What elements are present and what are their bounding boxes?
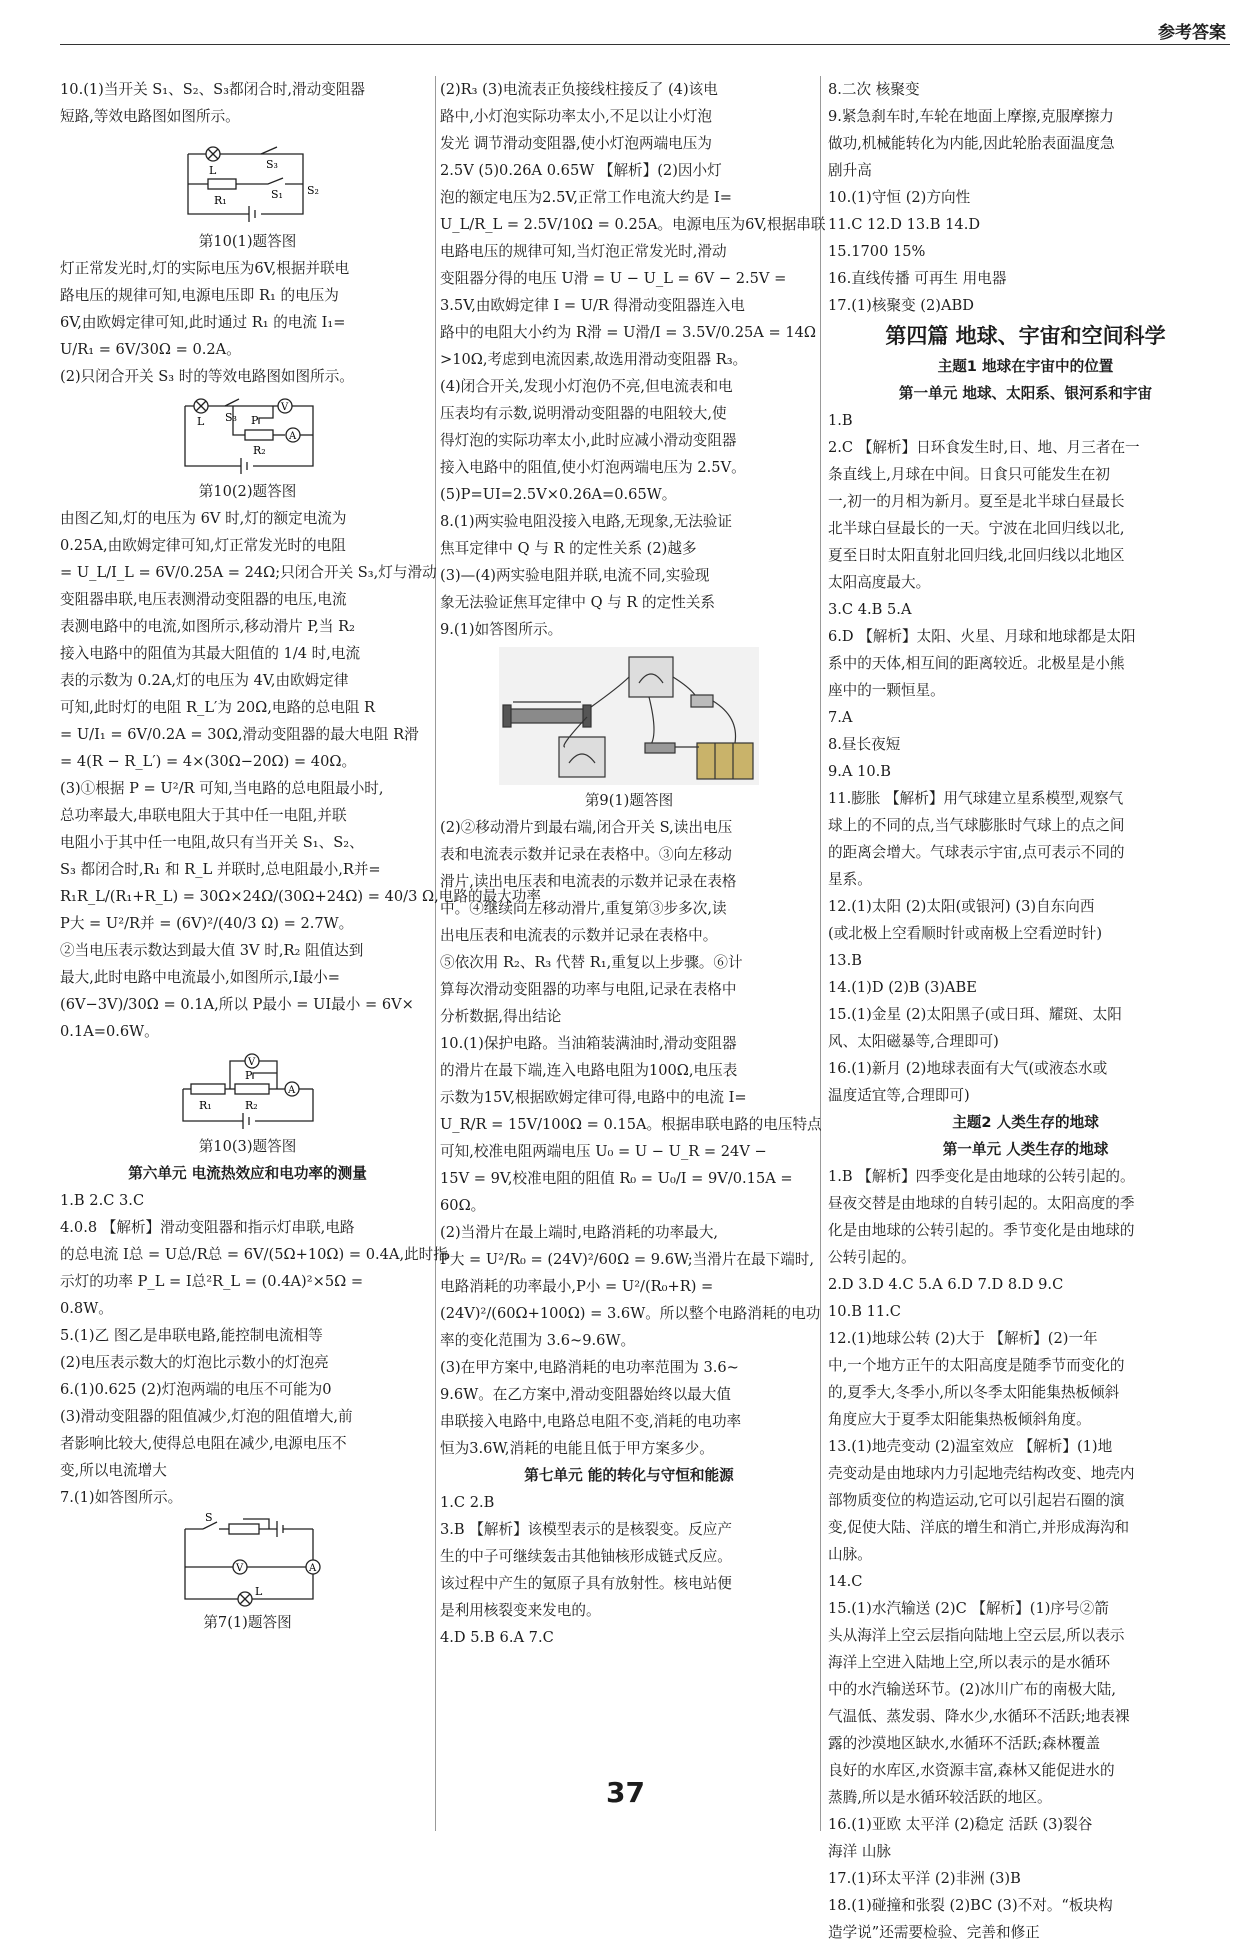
text-line: 电阻小于其中任一电阻,故只有当开关 S₁、S₂、 — [60, 834, 364, 851]
text-line: 14.C — [828, 1573, 863, 1590]
text-line: (3)①根据 P = U²/R 可知,当电路的总电阻最小时, — [60, 780, 384, 797]
text-line: 星系。 — [828, 871, 872, 888]
text-line: 变,所以电流增大 — [60, 1462, 167, 1479]
text-line: 造学说”还需要检验、完善和修正 — [828, 1924, 1040, 1941]
text-line: (5)P=UI=2.5V×0.26A=0.65W。 — [440, 486, 677, 503]
text-line: (或北极上空看顺时针或南极上空看逆时针) — [828, 925, 1103, 942]
text-line: 电路消耗的功率最小,P小 = U²/(R₀+R) = — [440, 1278, 714, 1295]
text-line: 公转引起的。 — [828, 1249, 916, 1266]
text-line: 15.1700 15% — [828, 243, 926, 260]
text-line: U_R/R = 15V/100Ω = 0.15A。根据串联电路的电压特点 — [440, 1116, 822, 1133]
text-line: 12.(1)地球公转 (2)大于 【解析】(2)一年 — [828, 1330, 1098, 1347]
text-line: = 4(R − R_L′) = 4×(30Ω−20Ω) = 40Ω。 — [60, 753, 357, 770]
col2-block-b — [440, 814, 822, 1462]
text-line: 变,促使大陆、洋底的增生和消亡,并形成海沟和 — [828, 1519, 1130, 1536]
text-line: 北半球白昼最长的一天。宁波在北回归线以北, — [828, 520, 1125, 537]
column-2 — [440, 76, 826, 1651]
figure-9-1-caption: 第9(1)题答图 — [584, 792, 674, 809]
text-line: 表测电路中的电流,如图所示,移动滑片 P,当 R₂ — [60, 618, 355, 635]
text-line: R₁R_L/(R₁+R_L) = 30Ω×24Ω/(30Ω+24Ω) = 40/3 Ω,电路的最大功率 — [60, 888, 541, 905]
text-line: 6.D 【解析】太阳、火星、月球和地球都是太阳 — [828, 628, 1136, 645]
text-line: 8.(1)两实验电阻没接入电路,无现象,无法验证 — [440, 513, 732, 530]
text-line: (24V)²/(60Ω+100Ω) = 3.6W。所以整个电路消耗的电功 — [440, 1305, 821, 1322]
text-line: P大 = U²/R并 = (6V)²/(40/3 Ω) = 2.7W。 — [60, 915, 354, 932]
col2-block-a — [440, 76, 826, 643]
text-line: 由图乙知,灯的电压为 6V 时,灯的额定电流为 — [60, 510, 347, 527]
text-line: 做功,机械能转化为内能,因此轮胎表面温度急 — [828, 135, 1115, 152]
text-line: >10Ω,考虑到电流因素,故选用滑动变阻器 R₃。 — [440, 351, 748, 368]
text-line: 一,初一的月相为新月。夏至是北半球白昼最长 — [828, 493, 1125, 510]
text-line: 12.(1)太阳 (2)太阳(或银河) (3)自东向西 — [828, 898, 1095, 915]
text-line: = U/I₁ = 6V/0.2A = 30Ω,滑动变阻器的最大电阻 R滑 — [60, 726, 419, 743]
text-line: 山脉。 — [828, 1546, 872, 1563]
text-line: 风、太阳磁暴等,合理即可) — [828, 1033, 999, 1050]
text-line: 的滑片在最下端,连入电路电阻为100Ω,电压表 — [440, 1062, 738, 1079]
text-line: 18.(1)碰撞和张裂 (2)BC (3)不对。“板块构 — [828, 1897, 1113, 1914]
text-line: 15V = 9V,校准电阻的阻值 R₀ = U₀/I = 9V/0.15A = — [440, 1170, 793, 1187]
text-line: (3)—(4)两实验电阻并联,电流不同,实验现 — [440, 567, 710, 584]
text-line: 的,夏季大,冬季小,所以冬季太阳能集热板倾斜 — [828, 1384, 1120, 1401]
text-line: 壳变动是由地球内力引起地壳结构改变、地壳内 — [828, 1465, 1135, 1482]
text-line: 10.B 11.C — [828, 1303, 901, 1320]
text-line: 接入电路中的阻值,使小灯泡两端电压为 2.5V。 — [440, 459, 746, 476]
text-line: 0.25A,由欧姆定律可知,灯正常发光时的电阻 — [60, 537, 346, 554]
text-line: ⑤依次用 R₂、R₃ 代替 R₁,重复以上步骤。⑥计 — [440, 954, 743, 971]
text-line: 5.(1)乙 图乙是串联电路,能控制电流相等 — [60, 1327, 323, 1344]
fig10-2-label-A: A — [288, 431, 296, 442]
text-line: 路中的电阻大小约为 R滑 = U滑/I = 3.5V/0.25A = 14Ω — [440, 324, 817, 341]
fig10-1-label-L: L — [208, 164, 216, 177]
fig10-2-label-L: L — [196, 415, 204, 428]
fig7-1-label-V: V — [235, 1563, 243, 1574]
text-line: 1.C 2.B — [440, 1494, 495, 1511]
text-line: (4)闭合开关,发现小灯泡仍不亮,但电流表和电 — [440, 378, 733, 395]
text-line: 9.紧急刹车时,车轮在地面上摩擦,克服摩擦力 — [828, 108, 1114, 125]
part-4-title: 第四篇 地球、宇宙和空间科学 — [885, 324, 1166, 348]
text-line: 3.B 【解析】该模型表示的是核裂变。反应产 — [440, 1521, 732, 1538]
text-line: U/R₁ = 6V/30Ω = 0.2A。 — [60, 341, 241, 358]
text-line: 分析数据,得出结论 — [440, 1008, 562, 1025]
text-line: 太阳高度最大。 — [828, 574, 931, 591]
text-line: 11.C 12.D 13.B 14.D — [828, 216, 981, 233]
text-line: 座中的一颗恒星。 — [828, 682, 945, 699]
text-line: 路中,小灯泡实际功率太小,不足以让小灯泡 — [440, 108, 712, 125]
text-line: 压表均有示数,说明滑动变阻器的电阻较大,使 — [440, 405, 727, 422]
text-line: 角度应大于夏季太阳能集热板倾斜角度。 — [828, 1411, 1091, 1428]
fig10-1-label-S3: S₃ — [265, 158, 278, 171]
text-line: 9.(1)如答图所示。 — [440, 621, 563, 638]
figure-10-3-caption: 第10(3)题答图 — [198, 1138, 297, 1155]
text-line: 良好的水库区,水资源丰富,森林又能促进水的 — [828, 1762, 1115, 1779]
column-divider-1 — [435, 76, 436, 1831]
topic-2-title: 主题2 人类生存的地球 — [952, 1114, 1099, 1131]
text-line: 海洋 山脉 — [828, 1843, 892, 1860]
text-line: 条直线上,月球在中间。日食只可能发生在初 — [828, 466, 1110, 483]
fig10-1-label-R1: R₁ — [213, 194, 227, 207]
fig10-2-label-S3: S₃ — [224, 411, 237, 424]
text-line: (2)电压表示数大的灯泡比示数小的灯泡亮 — [60, 1354, 329, 1371]
fig7-1-label-L: L — [254, 1585, 262, 1598]
figure-10-3 — [173, 1049, 323, 1131]
text-line: 最大,此时电路中电流最小,如图所示,I最小= — [60, 969, 341, 986]
text-line: 10.(1)当开关 S₁、S₂、S₃都闭合时,滑动变阻器 — [60, 81, 366, 98]
text-line: 蒸腾,所以是水循环较活跃的地区。 — [828, 1789, 1052, 1806]
text-line: 接入电路中的阻值为其最大阻值的 1/4 时,电流 — [60, 645, 361, 662]
text-line: 出电压表和电流表的示数并记录在表格中。 — [440, 927, 718, 944]
text-line: 16.(1)亚欧 太平洋 (2)稳定 活跃 (3)裂谷 — [828, 1816, 1093, 1833]
text-line: 串联接入电路中,电路总电阻不变,消耗的电功率 — [440, 1413, 742, 1430]
text-line: S₃ 都闭合时,R₁ 和 R_L 并联时,总电阻最小,R并= — [60, 861, 381, 878]
figure-9-1 — [499, 647, 759, 785]
col2-block-c — [440, 1489, 818, 1651]
topic-1-title: 主题1 地球在宇宙中的位置 — [937, 358, 1114, 375]
text-line: 露的沙漠地区缺水,水循环不活跃;森林覆盖 — [828, 1735, 1101, 1752]
text-line: 示灯的功率 P_L = I总²R_L = (0.4A)²×5Ω = — [60, 1273, 364, 1290]
fig10-3-label-P: P — [244, 1069, 252, 1082]
figure-7-1-caption: 第7(1)题答图 — [203, 1614, 292, 1631]
col1-block-d — [60, 1187, 448, 1511]
page-number: 37 — [606, 1776, 645, 1809]
text-line: 球上的不同的点,当气球膨胀时气球上的点之间 — [828, 817, 1125, 834]
text-line: 表和电流表示数并记录在表格中。③向左移动 — [440, 846, 732, 863]
fig10-1-label-S1: S₁ — [270, 188, 283, 201]
column-divider-2 — [820, 76, 821, 1831]
text-line: 示数为15V,根据欧姆定律可得,电路中的电流 I= — [440, 1089, 747, 1106]
text-line: P大 = U²/R₀ = (24V)²/60Ω = 9.6W;当滑片在最下端时, — [440, 1251, 815, 1268]
text-line: 剧升高 — [828, 162, 872, 179]
circuit-diagram-10-2 — [173, 394, 323, 476]
text-line: 气温低、蒸发弱、降水少,水循环不活跃;地表裸 — [828, 1708, 1130, 1725]
text-line: 发光 调节滑动变阻器,使小灯泡两端电压为 — [440, 135, 712, 152]
text-line: 1.B 【解析】四季变化是由地球的公转引起的。 — [828, 1168, 1135, 1185]
text-line: 泡的额定电压为2.5V,正常工作电流大约是 I= — [440, 189, 732, 206]
text-line: 化是由地球的公转引起的。季节变化是由地球的 — [828, 1222, 1135, 1239]
fig10-3-label-A: A — [287, 1085, 295, 1096]
circuit-diagram-10-1 — [173, 134, 323, 226]
text-line: (2)只闭合开关 S₃ 时的等效电路图如图所示。 — [60, 368, 354, 385]
text-line: 短路,等效电路图如图所示。 — [60, 108, 240, 125]
text-line: 2.5V (5)0.26A 0.65W 【解析】(2)因小灯 — [440, 162, 722, 179]
text-line: 11.膨胀 【解析】用气球建立星系模型,观察气 — [828, 790, 1124, 807]
text-line: 14.(1)D (2)B (3)ABE — [828, 979, 977, 996]
text-line: 17.(1)核聚变 (2)ABD — [828, 297, 974, 314]
apparatus-photo-9-1 — [499, 647, 759, 785]
header-label: 参考答案 — [1158, 23, 1226, 43]
fig7-1-label-A: A — [308, 1563, 316, 1574]
text-line: ②当电压表示数达到最大值 3V 时,R₂ 阻值达到 — [60, 942, 364, 959]
text-line: 象无法验证焦耳定律中 Q 与 R 的定性关系 — [440, 594, 716, 611]
text-line: 焦耳定律中 Q 与 R 的定性关系 (2)越多 — [440, 540, 697, 557]
text-line: 夏至日时太阳直射北回归线,北回归线以北地区 — [828, 547, 1125, 564]
text-line: 的总电流 I总 = U总/R总 = 6V/(5Ω+10Ω) = 0.4A,此时指 — [60, 1246, 448, 1263]
text-line: 变阻器分得的电压 U滑 = U − U_L = 6V − 2.5V = — [440, 270, 787, 287]
text-line: 16.直线传播 可再生 用电器 — [828, 270, 1007, 287]
text-line: (2)当滑片在最上端时,电路消耗的功率最大, — [440, 1224, 719, 1241]
text-line: 中。④继续向左移动滑片,重复第③步多次,读 — [440, 900, 727, 917]
text-line: 8.二次 核聚变 — [828, 81, 920, 98]
text-line: (2)②移动滑片到最右端,闭合开关 S,读出电压 — [440, 819, 733, 836]
text-line: 10.(1)守恒 (2)方向性 — [828, 189, 971, 206]
text-line: 0.8W。 — [60, 1300, 113, 1317]
text-line: (3)滑动变阻器的阻值减少,灯泡的阻值增大,前 — [60, 1408, 353, 1425]
text-line: 中的水汽输送环节。(2)冰川广布的南极大陆, — [828, 1681, 1117, 1698]
fig10-3-label-V: V — [247, 1057, 255, 1068]
text-line: 者影响比较大,使得总电阻在减少,电源电压不 — [60, 1435, 347, 1452]
figure-10-2 — [173, 394, 323, 476]
text-line: 表的示数为 0.2A,灯的电压为 4V,由欧姆定律 — [60, 672, 349, 689]
text-line: 得灯泡的实际功率太小,此时应减小滑动变阻器 — [440, 432, 737, 449]
header-rule — [60, 44, 1230, 45]
text-line: 的距离会增大。气球表示宇宙,点可表示不同的 — [828, 844, 1125, 861]
text-line: 滑片,读出电压表和电流表的示数并记录在表格 — [440, 873, 737, 890]
text-line: U_L/R_L = 2.5V/10Ω = 0.25A。电源电压为6V,根据串联 — [440, 216, 826, 233]
fig10-2-label-R2: R₂ — [252, 444, 266, 457]
circuit-diagram-10-3 — [173, 1049, 323, 1131]
text-line: 6V,由欧姆定律可知,此时通过 R₁ 的电流 I₁= — [60, 314, 346, 331]
fig10-3-label-R2: R₂ — [244, 1099, 258, 1112]
col3-block-a — [828, 76, 1223, 319]
text-line: 路电压的规律可知,电源电压即 R₁ 的电压为 — [60, 287, 339, 304]
text-line: 头从海洋上空云层指向陆地上空云层,所以表示 — [828, 1627, 1125, 1644]
text-line: 13.B — [828, 952, 862, 969]
text-line: 总功率最大,串联电阻大于其中任一电阻,并联 — [60, 807, 347, 824]
column-3 — [828, 76, 1223, 1946]
text-line: 率的变化范围为 3.6~9.6W。 — [440, 1332, 636, 1349]
text-line: 变阻器串联,电压表测滑动变阻器的电压,电流 — [60, 591, 347, 608]
text-line: 该过程中产生的氪原子具有放射性。核电站便 — [440, 1575, 732, 1592]
text-line: 1.B 2.C 3.C — [60, 1192, 145, 1209]
text-line: 9.6W。在乙方案中,滑动变阻器始终以最大值 — [440, 1386, 731, 1403]
fig10-3-label-R1: R₁ — [198, 1099, 212, 1112]
text-line: 2.D 3.D 4.C 5.A 6.D 7.D 8.D 9.C — [828, 1276, 1064, 1293]
text-line: 4.D 5.B 6.A 7.C — [440, 1629, 554, 1646]
text-line: 可知,此时灯的电阻 R_L′为 20Ω,电路的总电阻 R — [60, 699, 376, 716]
text-line: 3.C 4.B 5.A — [828, 601, 912, 618]
text-line: 0.1A=0.6W。 — [60, 1023, 159, 1040]
figure-7-1 — [173, 1511, 323, 1607]
text-line: 1.B — [828, 412, 853, 429]
fig10-1-label-S2: S₂ — [306, 184, 319, 197]
text-line: = U_L/I_L = 6V/0.25A = 24Ω;只闭合开关 S₃,灯与滑动 — [60, 564, 437, 581]
col1-block-b — [60, 255, 435, 390]
fig10-2-label-V: V — [280, 402, 288, 413]
text-line: 4.0.8 【解析】滑动变阻器和指示灯串联,电路 — [60, 1219, 355, 1236]
col3-block-c — [828, 1163, 1223, 1946]
text-line: 部物质变位的构造运动,它可以引起岩石圈的演 — [828, 1492, 1125, 1509]
text-line: 7.(1)如答图所示。 — [60, 1489, 183, 1506]
text-line: 13.(1)地壳变动 (2)温室效应 【解析】(1)地 — [828, 1438, 1113, 1455]
text-line: 系中的天体,相互间的距离较近。北极星是小熊 — [828, 655, 1125, 672]
text-line: 2.C 【解析】日环食发生时,日、地、月三者在一 — [828, 439, 1140, 456]
text-line: 3.5V,由欧姆定律 I = U/R 得滑动变阻器连入电 — [440, 297, 745, 314]
text-line: 生的中子可继续轰击其他铀核形成链式反应。 — [440, 1548, 732, 1565]
text-line: 10.(1)保护电路。当油箱装满油时,滑动变阻器 — [440, 1035, 737, 1052]
text-line: 15.(1)水汽输送 (2)C 【解析】(1)序号②箭 — [828, 1600, 1109, 1617]
figure-10-2-caption: 第10(2)题答图 — [198, 483, 297, 500]
text-line: 电路电压的规律可知,当灯泡正常发光时,滑动 — [440, 243, 727, 260]
figure-10-1-caption: 第10(1)题答图 — [198, 233, 297, 250]
circuit-diagram-7-1 — [173, 1511, 323, 1607]
text-line: 中,一个地方正午的太阳高度是随季节而变化的 — [828, 1357, 1125, 1374]
unit-7-title: 第七单元 能的转化与守恒和能源 — [524, 1467, 734, 1484]
topic-2-unit-1-title: 第一单元 人类生存的地球 — [942, 1141, 1109, 1158]
text-line: (3)在甲方案中,电路消耗的电功率范围为 3.6~ — [440, 1359, 739, 1376]
text-line: 算每次滑动变阻器的功率与电阻,记录在表格中 — [440, 981, 737, 998]
text-line: 9.A 10.B — [828, 763, 892, 780]
text-line: 7.A — [828, 709, 853, 726]
topic-1-unit-1-title: 第一单元 地球、太阳系、银河系和宇宙 — [898, 385, 1153, 402]
text-line: 16.(1)新月 (2)地球表面有大气(或液态水或 — [828, 1060, 1108, 1077]
text-line: 昼夜交替是由地球的自转引起的。太阳高度的季 — [828, 1195, 1135, 1212]
text-line: (2)R₃ (3)电流表正负接线柱接反了 (4)该电 — [440, 81, 718, 98]
col3-block-b — [828, 407, 1223, 1109]
figure-10-1 — [173, 134, 323, 226]
text-line: 是利用核裂变来发电的。 — [440, 1602, 601, 1619]
text-line: 60Ω。 — [440, 1197, 486, 1214]
fig10-2-label-P: P — [250, 414, 258, 427]
text-line: 温度适宜等,合理即可) — [828, 1087, 970, 1104]
text-line: 8.昼长夜短 — [828, 736, 901, 753]
text-line: 海洋上空进入陆地上空,所以表示的是水循环 — [828, 1654, 1110, 1671]
text-line: 灯正常发光时,灯的实际电压为6V,根据并联电 — [60, 260, 350, 277]
text-line: (6V−3V)/30Ω = 0.1A,所以 P最小 = UI最小 = 6V× — [60, 996, 414, 1013]
col1-block-a — [60, 76, 435, 130]
text-line: 17.(1)环太平洋 (2)非洲 (3)B — [828, 1870, 1021, 1887]
text-line: 恒为3.6W,消耗的电能且低于甲方案多少。 — [440, 1440, 714, 1457]
text-line: 6.(1)0.625 (2)灯泡两端的电压不可能为0 — [60, 1381, 332, 1398]
text-line: 15.(1)金星 (2)太阳黑子(或日珥、耀斑、太阳 — [828, 1006, 1122, 1023]
unit-6-title: 第六单元 电流热效应和电功率的测量 — [128, 1165, 367, 1182]
fig7-1-label-S: S — [204, 1511, 213, 1524]
text-line: 可知,校准电阻两端电压 U₀ = U − U_R = 24V − — [440, 1143, 767, 1160]
